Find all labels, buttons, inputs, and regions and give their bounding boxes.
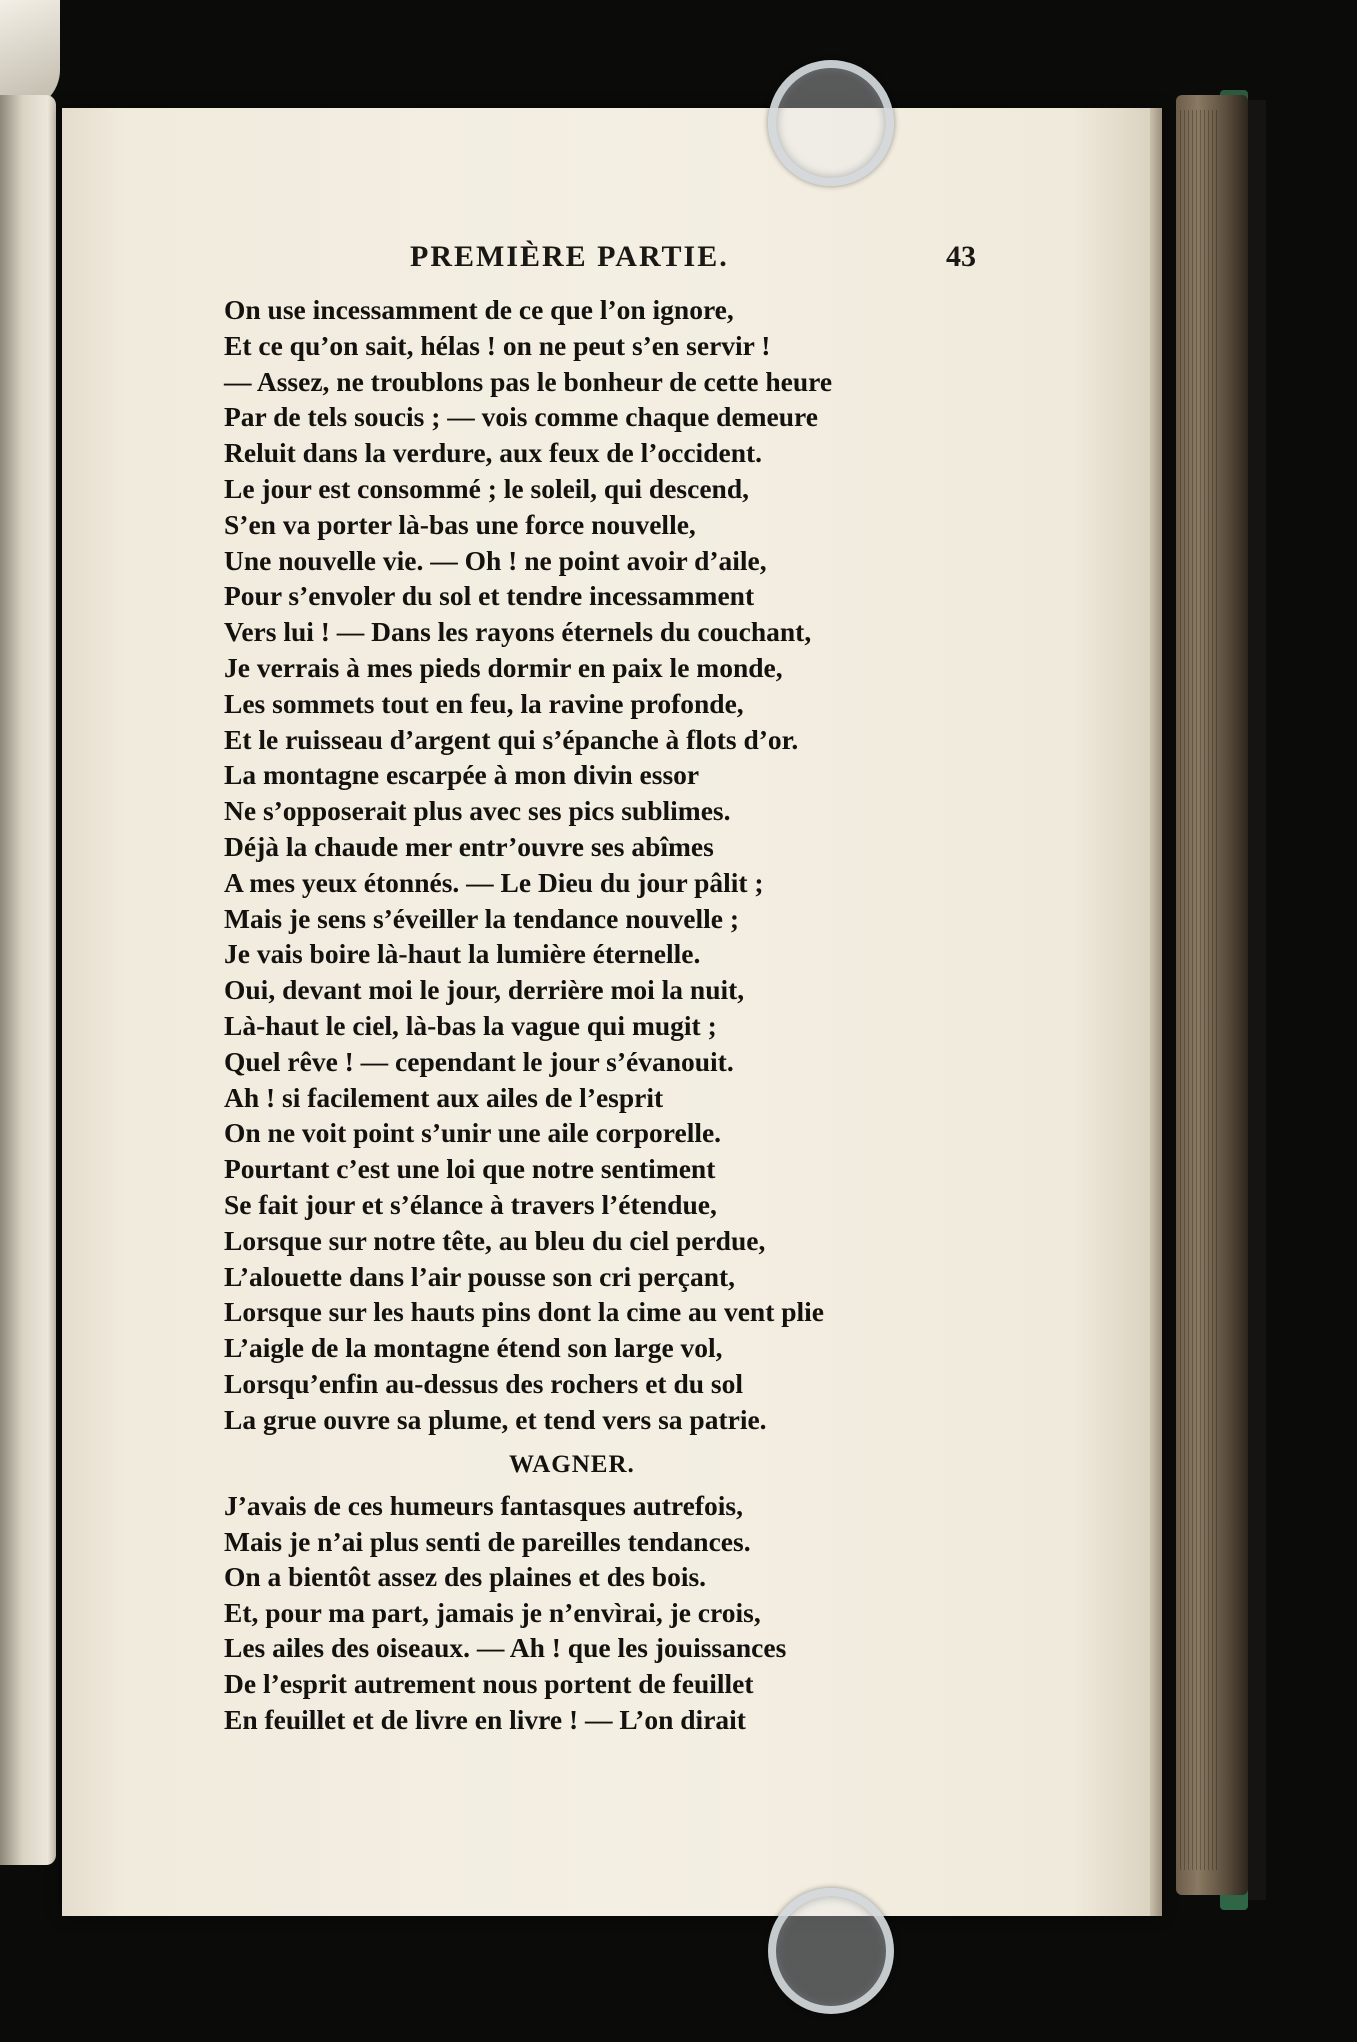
verse-line: Ne s’opposerait plus avec ses pics sublimes. [224,795,731,827]
verse-line: Je verrais à mes pieds dormir en paix le monde, [224,651,783,683]
verse-line: Pourtant c’est une loi que notre sentiment [224,1153,716,1185]
page-fore-edge [1150,108,1162,1916]
verse-line: On ne voit point s’unir une aile corporelle. [224,1117,722,1149]
verse-line: Une nouvelle vie. — Oh ! ne point avoir d’aile, [224,544,767,576]
verse-line: Je vais boire là-haut la lumière éternelle. [224,938,701,970]
verse-line: Pour s’envoler du sol et tendre incessamment [224,580,755,612]
verse-line: Quel rêve ! — cependant le jour s’évanouit. [224,1045,734,1077]
verse-block-2 [224,1488,884,1737]
left-page-curl [0,0,60,110]
verse-line: A mes yeux étonnés. — Le Dieu du jour pâlit ; [224,866,764,898]
verse-line: J’avais de ces humeurs fantasques autrefois, [224,1490,743,1521]
speaker-name: WAGNER. [509,1451,635,1478]
verse-line: Les ailes des oiseaux. — Ah ! que les jouissances [224,1632,787,1664]
verse-line: Oui, devant moi le jour, derrière moi la nuit, [224,974,745,1006]
page-edge-lines [1180,110,1220,1870]
verse-line: La grue ouvre sa plume, et tend vers sa patrie. [224,1403,767,1435]
verse-line: Et, pour ma part, jamais je n’envìrai, je crois, [224,1596,761,1628]
verse-block-1 [224,292,884,1438]
verse-line: — Assez, ne troublons pas le bonheur de cette heure [224,365,833,397]
verse-line: La montagne escarpée à mon divin essor [224,759,700,791]
verse-line: Déjà la chaude mer entr’ouvre ses abîmes [224,830,714,862]
verse-line: Se fait jour et s’élance à travers l’étendue, [224,1188,717,1220]
verse-line: S’en va porter là-bas une force nouvelle, [224,508,696,540]
page-clip-bottom [768,1888,894,2014]
page-number: 43 [946,240,976,273]
verse-line: On a bientôt assez des plaines et des bois. [224,1561,707,1593]
verse-line: Reluit dans la verdure, aux feux de l’occident. [224,437,763,469]
verse-line: L’aigle de la montagne étend son large vol, [224,1332,723,1364]
verse-line: Lorsqu’enfin au-dessus des rochers et du sol [224,1367,744,1399]
verse-line: Lorsque sur les hauts pins dont la cime au vent plie [224,1296,825,1328]
verse-line: Par de tels soucis ; — vois comme chaque demeure [224,401,818,433]
verse-line: Mais je n’ai plus senti de pareilles tendances. [224,1525,751,1557]
left-page-edge [0,95,56,1865]
verse-line: De l’esprit autrement nous portent de feuillet [224,1667,754,1699]
verse-line: Lorsque sur notre tête, au bleu du ciel perdue, [224,1224,766,1256]
verse-line: Là-haut le ciel, là-bas la vague qui mugit ; [224,1009,717,1041]
verse-line: Le jour est consommé ; le soleil, qui descend, [224,472,750,504]
verse-line: Ah ! si facilement aux ailes de l’esprit [224,1081,664,1113]
verse-line: Les sommets tout en feu, la ravine profonde, [224,687,744,719]
verse-line: En feuillet et de livre en livre ! — L’on dirait [224,1703,746,1735]
verse-line: On use incessamment de ce que l’on ignore, [224,294,734,325]
page-clip-top [768,60,894,186]
verse-line: Et ce qu’on sait, hélas ! on ne peut s’en servir ! [224,329,771,361]
verse-line: Et le ruisseau d’argent qui s’épanche à flots d’or. [224,723,799,755]
verse-line: L’alouette dans l’air pousse son cri perçant, [224,1260,736,1292]
running-head: PREMIÈRE PARTIE. [410,240,729,273]
verse-line: Vers lui ! — Dans les rayons éternels du couchant, [224,616,812,648]
verse-line: Mais je sens s’éveiller la tendance nouvelle ; [224,902,740,934]
